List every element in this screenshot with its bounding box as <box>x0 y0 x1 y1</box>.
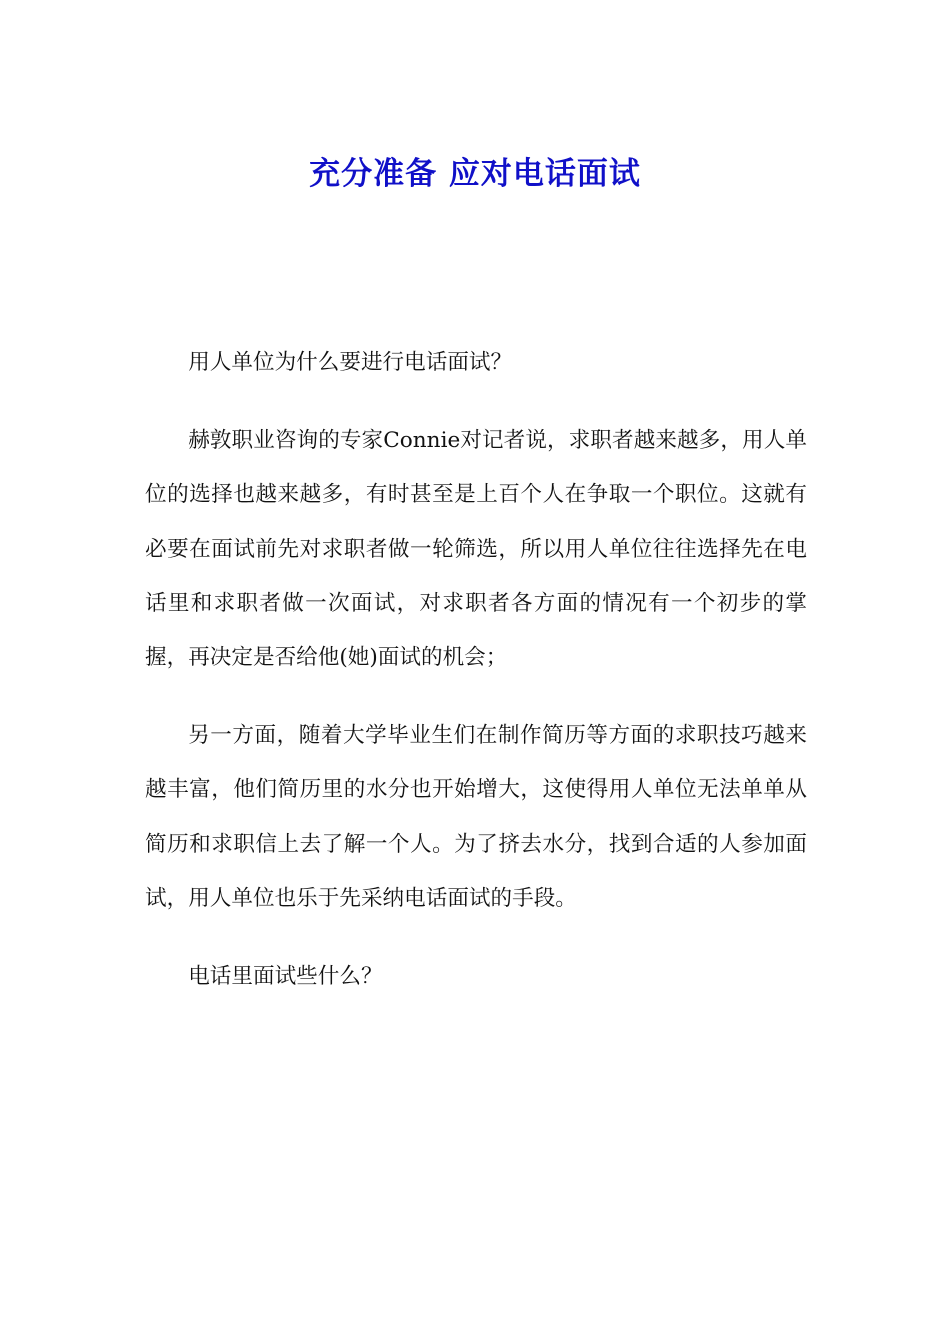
paragraph-question-why: 用人单位为什么要进行电话面试？ <box>188 350 513 375</box>
document-body <box>145 336 807 1028</box>
paragraph-expert-explanation: 赫敦职业咨询的专家Connie对记者说，求职者越来越多，用人单位的选择也越来越多，有时甚至是上百个人在争取一个职位。这就有必要在面试前先对求职者做一轮筛选，所以用人单位往往选择先在电话里和求职者做一次面试，对求职者各方面的情况有一个初步的掌握，再决定是否给他(她)面试的机会； <box>145 428 807 671</box>
paragraph-other-reason: 另一方面，随着大学毕业生们在制作简历等方面的求职技巧越来越丰富，他们简历里的水分也开始增大，这使得用人单位无法单单从简历和求职信上去了解一个人。为了挤去水分，找到合适的人参加面试，用人单位也乐于先采纳电话面试的手段。 <box>145 723 807 911</box>
document-title: 充分准备 应对电话面试 <box>309 155 641 192</box>
paragraph-question-what: 电话里面试些什么？ <box>188 964 383 990</box>
